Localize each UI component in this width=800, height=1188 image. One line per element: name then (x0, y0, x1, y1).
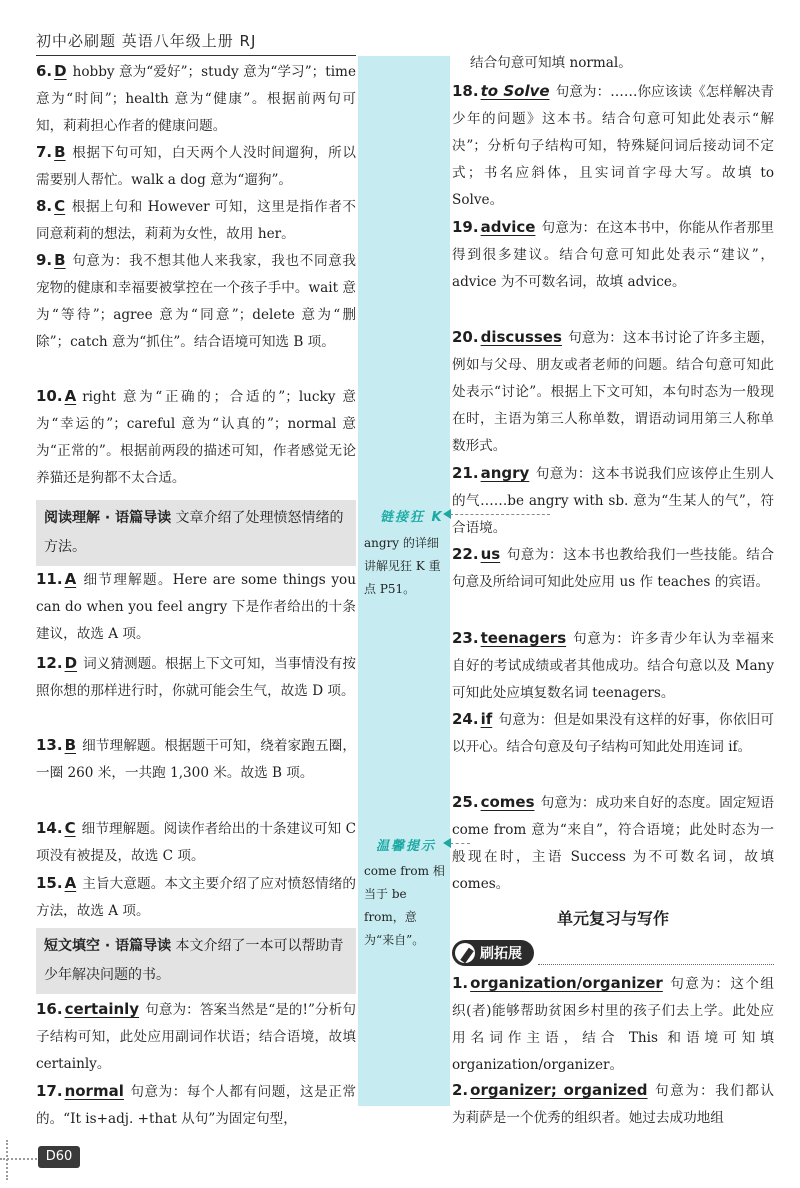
item-explanation: hobby 意为“爱好”；study 意为“学习”；time 意为“时间”；health 意为“健康”。根据前两句可知，莉莉担心作者的健康问题。 (36, 64, 356, 134)
item-number: 16. (36, 1000, 63, 1018)
item-number: 7. (36, 143, 53, 161)
answer-item (36, 732, 356, 787)
item-explanation: 句意为：……你应该读《怎样解决青少年的问题》这本书。结合句意可知此处表示“解决”；分析句子结构可知，特殊疑问词后接动词不定式；书名应斜体，且实词首字母大写。故填 to Solve。 (452, 84, 774, 208)
item-explanation: right 意为“正确的；合适的”；lucky 意为“幸运的”；careful 意为“认真的”；normal 意为“正常的”。根据前两段的描述可知，作者感觉无论养猫还是狗都不太合适。 (36, 389, 356, 486)
item-number: 19. (452, 218, 479, 236)
answer-item (452, 789, 774, 898)
item-explanation: 句意为：但是如果没有这样的好事，你依旧可以开心。结合句意及句子结构可知此处用连词 if。 (452, 712, 774, 755)
item-answer: A (64, 570, 77, 588)
item-answer: teenagers (480, 629, 567, 647)
item-answer: C (64, 819, 76, 837)
item-number: 13. (36, 736, 63, 754)
item-answer: B (54, 251, 66, 269)
answer-item (452, 625, 774, 707)
continued-text (470, 50, 774, 77)
item-answer: angry (480, 464, 530, 482)
item-explanation: 句意为：许多青少年认为幸福来自好的考试成绩或者其他成功。结合句意以及 Many 可知此处应填复数名词 teenagers。 (452, 631, 774, 701)
item-explanation: 主旨大意题。本文主要介绍了应对愤怒情绪的方法，故选 A 项。 (36, 876, 356, 919)
item-number: 21. (452, 464, 479, 482)
item-number: 25. (452, 793, 479, 811)
item-explanation: 细节理解题。根据题干可知，绕着家跑五圈，一圈 260 米，一共跑 1,300 米。故选 B 项。 (36, 738, 356, 781)
item-answer: A (64, 874, 77, 892)
answer-item (452, 214, 774, 296)
item-explanation: 词义猜测题。根据上下文可知，当事情没有按照你想的那样进行时，你就可能会生气，故选 D 项。 (36, 656, 356, 699)
item-explanation: 句意为：在这本书中，你能从作者那里得到很多建议。结合句意可知此处表示“建议”，advice 为不可数名词，故填 advice。 (452, 220, 774, 290)
item-answer: normal (64, 1082, 124, 1100)
item-number: 18. (452, 82, 479, 100)
item-answer: us (480, 545, 501, 563)
badge-label: 刷拓展 (480, 946, 522, 962)
badge-divider (538, 964, 774, 965)
reading-guide-box (36, 500, 356, 566)
answer-item (36, 815, 356, 870)
item-number: 24. (452, 710, 479, 728)
item-number: 23. (452, 629, 479, 647)
answer-item (452, 970, 774, 1079)
answer-item (36, 870, 356, 925)
link-label: 链接狂 K (380, 510, 444, 525)
item-number: 8. (36, 197, 53, 215)
item-answer: D (64, 654, 78, 672)
pencil-icon (455, 943, 475, 963)
item-answer: organization/organizer (470, 974, 663, 992)
item-number: 11. (36, 570, 63, 588)
item-explanation: 句意为：我们都认为莉萨是一个优秀的组织者。她过去成功地组 (452, 1083, 775, 1126)
item-explanation: 根据下句可知，白天两个人没时间遛狗，所以需要别人帮忙。walk a dog 意为“遛狗”。 (36, 145, 356, 188)
item-number: 6. (36, 62, 53, 80)
item-answer: comes (480, 793, 535, 811)
item-number: 9. (36, 251, 53, 269)
item-explanation: 句意为：我不想其他人来我家，我也不同意我宠物的健康和幸福要被掌控在一个孩子手中。wait 意为“等待”；agree 意为“同意”；delete 意为“删除”；catch 意为“抓住”。结合语境可知选 B 项。 (36, 253, 356, 350)
tip-label: 温馨提示 (376, 839, 437, 854)
item-answer: advice (480, 218, 536, 236)
item-explanation: 句意为：这本书也教给我们一些技能。结合句意及所给词可知此处应用 us 作 teaches 的宾语。 (452, 547, 774, 590)
item-number: 14. (36, 819, 63, 837)
answer-item (36, 1078, 356, 1133)
section-title: 单元复习与写作 (556, 909, 669, 928)
item-number: 2. (452, 1081, 469, 1099)
guide-heading: 短文填空 · 语篇导读 (44, 938, 172, 954)
tip-note: come from 相当于 be from，意为“来自”。 (364, 864, 445, 947)
item-number: 22. (452, 545, 479, 563)
item-explanation: 细节理解题。Here are some things you can do when you feel angry 下是作者给出的十条建议，故选 A 项。 (36, 572, 356, 642)
item-answer: C (54, 197, 66, 215)
item-explanation: 句意为：这本书讨论了许多主题，例如与父母、朋友或者老师的问题。结合句意可知此处表示“讨论”。根据上下文可知，本句时态为一般现在时，主语为第三人称单数，谓语动词用第三人称单数形式。 (452, 330, 774, 454)
item-number: 12. (36, 654, 63, 672)
item-answer: discusses (480, 328, 562, 346)
answer-item (36, 996, 356, 1078)
item-answer: organizer; organized (470, 1081, 648, 1099)
item-explanation: 句意为：每个人都有问题，这是正常的。“It is+adj. +that 从句”为固定句型， (36, 1084, 356, 1127)
item-explanation: 句意为：答案当然是“是的!”分析句子结构可知，此处应用副词作状语；结合语境，故填 certainly。 (36, 1002, 356, 1072)
header-text: 初中必刷题 英语八年级上册 RJ (36, 32, 257, 50)
badge-pill (452, 940, 534, 966)
item-number: 20. (452, 328, 479, 346)
guide-heading: 阅读理解 · 语篇导读 (44, 510, 172, 526)
item-number: 15. (36, 874, 63, 892)
item-answer: if (480, 710, 493, 728)
answer-item (36, 383, 356, 492)
guide-text: 文章介绍了处理愤怒情绪的方法。 (44, 510, 344, 555)
answer-item (36, 247, 356, 356)
item-number: 10. (36, 387, 63, 405)
link-note: angry 的详细讲解见狂 K 重点 P51。 (364, 536, 441, 596)
answer-item (452, 541, 774, 596)
answer-item (452, 78, 774, 214)
extension-badge (452, 940, 774, 966)
item-answer: D (54, 62, 67, 80)
answer-item (36, 650, 356, 705)
answer-item (452, 460, 774, 542)
item-explanation: 根据上句和 However 可知，这里是指作者不同意莉莉的想法，莉莉为女性，故用 her。 (36, 199, 356, 242)
answer-item (36, 193, 356, 248)
item-explanation: 句意为：这个组织(者)能够帮助贫困乡村里的孩子们去上学。此处应用名词作主语，结合 This 和语境可知填 organization/organizer。 (452, 976, 774, 1073)
item-answer: B (54, 143, 66, 161)
cloze-guide-box (36, 928, 356, 994)
answer-item (36, 139, 356, 194)
item-explanation: 句意为：成功来自好的态度。固定短语 come from 意为“来自”，符合语境；此处时态为一般现在时，主语 Success 为不可数名词，故填 comes。 (452, 795, 774, 892)
item-answer: B (64, 736, 77, 754)
answer-item (36, 58, 356, 140)
page-number: D60 (38, 1146, 80, 1168)
answer-item (36, 566, 356, 648)
item-explanation: 句意为：这本书说我们应该停止生别人的气……be angry with sb. 意为“生某人的气”，符合语境。 (452, 466, 774, 536)
footer-dotted-line (6, 1140, 8, 1180)
answer-item (452, 324, 774, 460)
item-number: 1. (452, 974, 469, 992)
answer-item (452, 706, 774, 761)
item-number: 17. (36, 1082, 63, 1100)
item-explanation: 细节理解题。阅读作者给出的十条建议可知 C 项没有被提及，故选 C 项。 (36, 821, 356, 864)
item-answer: to Solve (480, 82, 550, 100)
item-answer: certainly (64, 1000, 140, 1018)
item-explanation: 结合句意可知填 normal。 (470, 55, 632, 71)
item-answer: A (64, 387, 77, 405)
guide-text: 本文介绍了一本可以帮助青少年解决问题的书。 (44, 938, 344, 983)
answer-item (452, 1077, 774, 1132)
running-header (36, 30, 356, 56)
